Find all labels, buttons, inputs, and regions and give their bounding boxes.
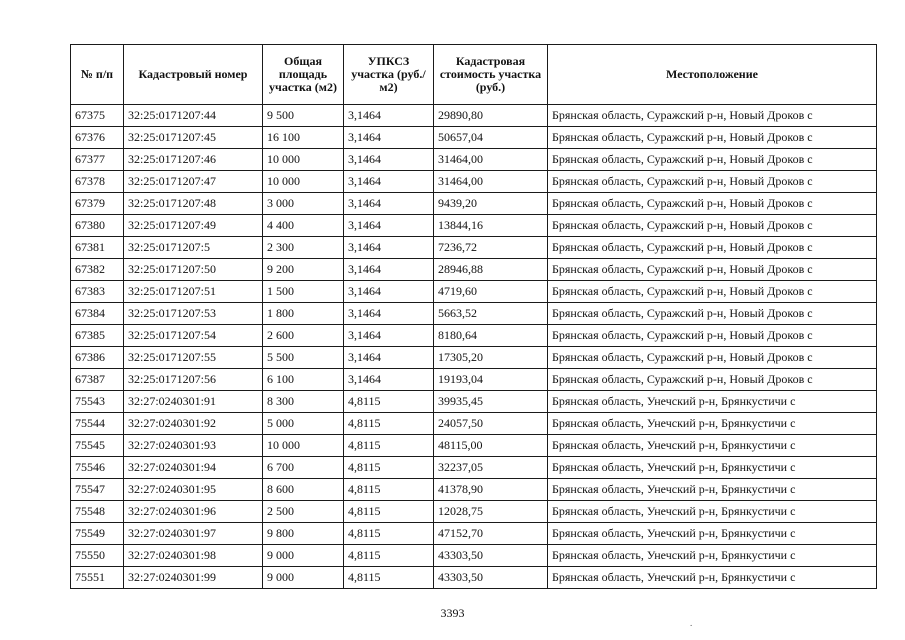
table-row: [71, 127, 877, 149]
cell-number: 67379: [71, 193, 124, 215]
table-row: [71, 523, 877, 545]
cell-location: Брянская область, Унечский р-н, Брянкустичи с: [548, 567, 877, 589]
table-row: [71, 457, 877, 479]
cell-number: 67377: [71, 149, 124, 171]
cell-cadastral-value: 32237,05: [434, 457, 548, 479]
table-row: [71, 149, 877, 171]
cell-cadastral-number: 32:25:0171207:54: [124, 325, 263, 347]
cell-location: Брянская область, Суражский р-н, Новый Дроков с: [548, 303, 877, 325]
table-body: [71, 105, 877, 589]
cell-number: 67381: [71, 237, 124, 259]
cell-number: 67386: [71, 347, 124, 369]
cell-location: Брянская область, Унечский р-н, Брянкустичи с: [548, 457, 877, 479]
cell-cadastral-number: 32:25:0171207:45: [124, 127, 263, 149]
scan-artifact-mark: .: [690, 618, 693, 628]
cell-specific-value: 3,1464: [344, 215, 434, 237]
cell-specific-value: 4,8115: [344, 567, 434, 589]
cell-location: Брянская область, Унечский р-н, Брянкустичи с: [548, 435, 877, 457]
table-row: [71, 435, 877, 457]
cell-area: 10 000: [263, 149, 344, 171]
cell-cadastral-number: 32:27:0240301:98: [124, 545, 263, 567]
table-row: [71, 413, 877, 435]
cell-cadastral-value: 7236,72: [434, 237, 548, 259]
cell-specific-value: 3,1464: [344, 259, 434, 281]
cell-number: 75545: [71, 435, 124, 457]
cell-cadastral-number: 32:25:0171207:55: [124, 347, 263, 369]
cell-specific-value: 3,1464: [344, 105, 434, 127]
cell-cadastral-number: 32:27:0240301:97: [124, 523, 263, 545]
table-header-row: [71, 45, 877, 105]
cell-cadastral-value: 41378,90: [434, 479, 548, 501]
table-row: [71, 391, 877, 413]
table-row: [71, 259, 877, 281]
cell-number: 75544: [71, 413, 124, 435]
cell-cadastral-value: 43303,50: [434, 567, 548, 589]
cell-area: 6 100: [263, 369, 344, 391]
column-header-number: № п/п: [71, 45, 124, 105]
column-header-cadastral-value: Кадастровая стоимость участка (руб.): [434, 45, 548, 105]
table-row: [71, 171, 877, 193]
cell-area: 1 500: [263, 281, 344, 303]
cell-area: 9 500: [263, 105, 344, 127]
cell-cadastral-number: 32:25:0171207:48: [124, 193, 263, 215]
table-row: [71, 545, 877, 567]
cell-cadastral-value: 29890,80: [434, 105, 548, 127]
cell-location: Брянская область, Унечский р-н, Брянкустичи с: [548, 479, 877, 501]
cell-location: Брянская область, Суражский р-н, Новый Дроков с: [548, 215, 877, 237]
cell-location: Брянская область, Суражский р-н, Новый Дроков с: [548, 369, 877, 391]
cell-location: Брянская область, Унечский р-н, Брянкустичи с: [548, 545, 877, 567]
cell-cadastral-value: 13844,16: [434, 215, 548, 237]
cell-cadastral-number: 32:27:0240301:94: [124, 457, 263, 479]
cell-cadastral-number: 32:25:0171207:56: [124, 369, 263, 391]
cell-specific-value: 4,8115: [344, 479, 434, 501]
cell-location: Брянская область, Унечский р-н, Брянкустичи с: [548, 501, 877, 523]
table-row: [71, 193, 877, 215]
cell-cadastral-value: 5663,52: [434, 303, 548, 325]
cell-area: 1 800: [263, 303, 344, 325]
cell-specific-value: 4,8115: [344, 413, 434, 435]
cell-number: 75543: [71, 391, 124, 413]
cell-specific-value: 3,1464: [344, 325, 434, 347]
cell-specific-value: 3,1464: [344, 149, 434, 171]
cell-area: 9 000: [263, 545, 344, 567]
cell-cadastral-value: 47152,70: [434, 523, 548, 545]
cell-cadastral-number: 32:25:0171207:50: [124, 259, 263, 281]
cell-number: 75549: [71, 523, 124, 545]
cell-number: 67380: [71, 215, 124, 237]
page-number: 3393: [440, 606, 465, 620]
cell-area: 6 700: [263, 457, 344, 479]
cell-specific-value: 4,8115: [344, 501, 434, 523]
cell-number: 75551: [71, 567, 124, 589]
cell-location: Брянская область, Унечский р-н, Брянкустичи с: [548, 523, 877, 545]
table-row: [71, 567, 877, 589]
cell-number: 67382: [71, 259, 124, 281]
table-row: [71, 501, 877, 523]
cell-specific-value: 4,8115: [344, 523, 434, 545]
cell-location: Брянская область, Суражский р-н, Новый Дроков с: [548, 281, 877, 303]
table-row: [71, 303, 877, 325]
table-row: [71, 281, 877, 303]
cell-area: 2 300: [263, 237, 344, 259]
cell-location: Брянская область, Суражский р-н, Новый Дроков с: [548, 193, 877, 215]
cell-location: Брянская область, Суражский р-н, Новый Дроков с: [548, 127, 877, 149]
cadastral-value-table: [70, 44, 877, 589]
table-row: [71, 105, 877, 127]
cell-specific-value: 4,8115: [344, 391, 434, 413]
cell-location: Брянская область, Суражский р-н, Новый Дроков с: [548, 171, 877, 193]
cell-cadastral-value: 50657,04: [434, 127, 548, 149]
cell-specific-value: 3,1464: [344, 281, 434, 303]
column-header-location: Местоположение: [548, 45, 877, 105]
cell-specific-value: 3,1464: [344, 303, 434, 325]
cell-area: 8 600: [263, 479, 344, 501]
cell-cadastral-number: 32:27:0240301:96: [124, 501, 263, 523]
table-row: [71, 369, 877, 391]
cell-location: Брянская область, Унечский р-н, Брянкустичи с: [548, 413, 877, 435]
column-header-area: Общая площадь участка (м2): [263, 45, 344, 105]
cell-location: Брянская область, Суражский р-н, Новый Дроков с: [548, 237, 877, 259]
cell-specific-value: 3,1464: [344, 237, 434, 259]
cell-location: Брянская область, Суражский р-н, Новый Дроков с: [548, 105, 877, 127]
cell-cadastral-value: 12028,75: [434, 501, 548, 523]
cell-area: 16 100: [263, 127, 344, 149]
column-header-specific-value: УПКСЗ участка (руб./м2): [344, 45, 434, 105]
cell-specific-value: 3,1464: [344, 347, 434, 369]
table-row: [71, 325, 877, 347]
cell-cadastral-number: 32:25:0171207:46: [124, 149, 263, 171]
cell-number: 67383: [71, 281, 124, 303]
cell-area: 8 300: [263, 391, 344, 413]
cell-number: 67376: [71, 127, 124, 149]
cell-specific-value: 3,1464: [344, 193, 434, 215]
cell-location: Брянская область, Суражский р-н, Новый Дроков с: [548, 325, 877, 347]
column-header-cadastral-number: Кадастровый номер: [124, 45, 263, 105]
cell-cadastral-value: 31464,00: [434, 171, 548, 193]
cell-specific-value: 4,8115: [344, 545, 434, 567]
cell-number: 67378: [71, 171, 124, 193]
cell-number: 67387: [71, 369, 124, 391]
cell-area: 9 800: [263, 523, 344, 545]
cell-cadastral-value: 17305,20: [434, 347, 548, 369]
cell-specific-value: 3,1464: [344, 127, 434, 149]
cell-area: 4 400: [263, 215, 344, 237]
cell-area: 3 000: [263, 193, 344, 215]
cell-cadastral-value: 19193,04: [434, 369, 548, 391]
cell-cadastral-number: 32:25:0171207:49: [124, 215, 263, 237]
cell-area: 9 200: [263, 259, 344, 281]
cell-specific-value: 3,1464: [344, 171, 434, 193]
cell-area: 5 000: [263, 413, 344, 435]
cell-specific-value: 4,8115: [344, 435, 434, 457]
cell-cadastral-number: 32:27:0240301:93: [124, 435, 263, 457]
cell-area: 5 500: [263, 347, 344, 369]
cell-cadastral-number: 32:25:0171207:5: [124, 237, 263, 259]
cell-location: Брянская область, Суражский р-н, Новый Дроков с: [548, 149, 877, 171]
cell-cadastral-number: 32:25:0171207:47: [124, 171, 263, 193]
cell-cadastral-value: 48115,00: [434, 435, 548, 457]
cell-number: 75547: [71, 479, 124, 501]
cell-location: Брянская область, Унечский р-н, Брянкустичи с: [548, 391, 877, 413]
cell-specific-value: 4,8115: [344, 457, 434, 479]
cell-cadastral-number: 32:25:0171207:51: [124, 281, 263, 303]
cell-cadastral-value: 24057,50: [434, 413, 548, 435]
table-row: [71, 237, 877, 259]
cell-number: 75548: [71, 501, 124, 523]
cell-location: Брянская область, Суражский р-н, Новый Дроков с: [548, 259, 877, 281]
cell-cadastral-number: 32:27:0240301:95: [124, 479, 263, 501]
cell-cadastral-number: 32:25:0171207:53: [124, 303, 263, 325]
cell-number: 75546: [71, 457, 124, 479]
cell-cadastral-value: 43303,50: [434, 545, 548, 567]
cell-cadastral-number: 32:27:0240301:92: [124, 413, 263, 435]
cell-cadastral-value: 39935,45: [434, 391, 548, 413]
cell-area: 9 000: [263, 567, 344, 589]
cell-cadastral-value: 31464,00: [434, 149, 548, 171]
cell-cadastral-number: 32:27:0240301:91: [124, 391, 263, 413]
cell-number: 67385: [71, 325, 124, 347]
cell-number: 67375: [71, 105, 124, 127]
table-row: [71, 479, 877, 501]
table-row: [71, 215, 877, 237]
cell-cadastral-number: 32:25:0171207:44: [124, 105, 263, 127]
cell-area: 10 000: [263, 171, 344, 193]
cell-area: 2 600: [263, 325, 344, 347]
cell-cadastral-value: 8180,64: [434, 325, 548, 347]
cell-specific-value: 3,1464: [344, 369, 434, 391]
cell-area: 2 500: [263, 501, 344, 523]
table-row: [71, 347, 877, 369]
cell-cadastral-value: 4719,60: [434, 281, 548, 303]
cell-number: 67384: [71, 303, 124, 325]
cell-area: 10 000: [263, 435, 344, 457]
cell-cadastral-number: 32:27:0240301:99: [124, 567, 263, 589]
cadastral-register-sheet: [70, 44, 876, 589]
cell-cadastral-value: 9439,20: [434, 193, 548, 215]
cell-number: 75550: [71, 545, 124, 567]
cell-location: Брянская область, Суражский р-н, Новый Дроков с: [548, 347, 877, 369]
cell-cadastral-value: 28946,88: [434, 259, 548, 281]
